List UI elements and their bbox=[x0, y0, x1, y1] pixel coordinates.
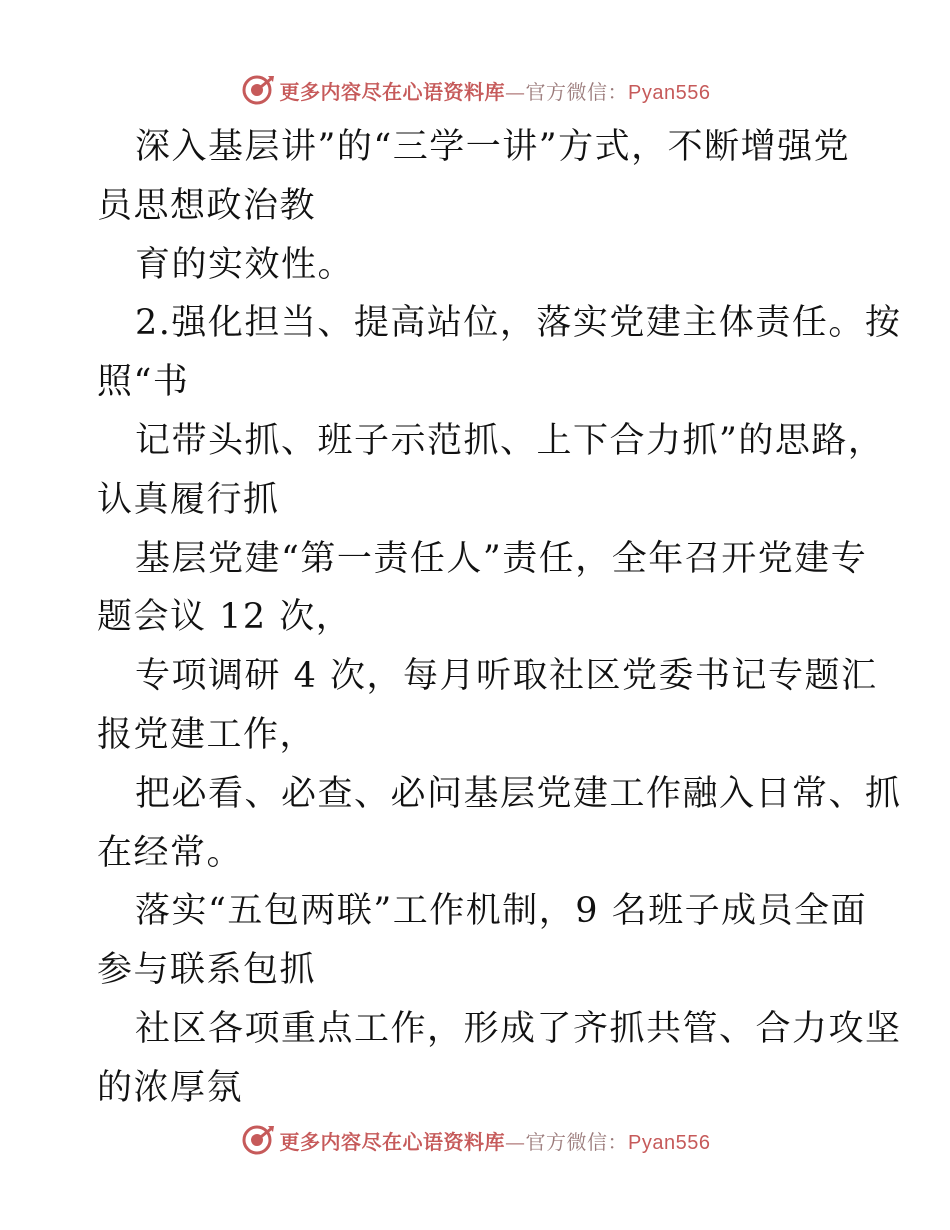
header-wechat-id: Pyan556 bbox=[628, 81, 711, 104]
header-wechat-label: 官方微信： bbox=[525, 79, 629, 104]
footer-site-name: 更多内容尽在心语资料库 bbox=[279, 1129, 506, 1154]
footer-wechat-id: Pyan556 bbox=[628, 1131, 711, 1154]
footer-wechat-label: 官方微信： bbox=[525, 1129, 629, 1154]
body-line: 参与联系包抓 bbox=[97, 950, 317, 991]
brand-logo-icon bbox=[240, 1122, 276, 1158]
body-line: 基层党建“第一责任人”责任，全年召开党建专 bbox=[135, 538, 868, 579]
body-line: 员思想政治教 bbox=[97, 185, 317, 226]
body-line: 社区各项重点工作，形成了齐抓共管、合力攻坚 bbox=[135, 1008, 902, 1049]
body-line: 落实“五包两联”工作机制，9 名班子成员全面 bbox=[135, 891, 868, 932]
footer-dash: — bbox=[505, 1129, 526, 1154]
footer-banner bbox=[0, 1118, 950, 1162]
header-site-name: 更多内容尽在心语资料库 bbox=[279, 79, 506, 104]
brand-logo-icon bbox=[240, 72, 276, 108]
body-line: 在经常。 bbox=[97, 832, 244, 873]
footer-banner-text bbox=[280, 1126, 711, 1155]
body-line: 照“书 bbox=[97, 362, 190, 403]
body-line: 的浓厚氛 bbox=[97, 1067, 244, 1108]
header-banner bbox=[0, 68, 950, 112]
body-line: 专项调研 4 次，每月听取社区党委书记专题汇 bbox=[135, 656, 878, 697]
body-line: 育的实效性。 bbox=[135, 244, 355, 285]
body-line: 报党建工作， bbox=[97, 714, 317, 755]
body-line: 认真履行抓 bbox=[97, 479, 280, 520]
body-line: 2.强化担当、提高站位，落实党建主体责任。按 bbox=[135, 303, 902, 344]
body-line: 把必看、必查、必问基层党建工作融入日常、抓 bbox=[135, 773, 902, 814]
body-line: 题会议 12 次， bbox=[97, 597, 353, 638]
body-line: 记带头抓、班子示范抓、上下合力抓”的思路， bbox=[135, 420, 885, 461]
document-body bbox=[97, 118, 902, 1118]
header-banner-text bbox=[280, 76, 711, 105]
header-dash: — bbox=[505, 79, 526, 104]
body-line: 深入基层讲”的“三学一讲”方式，不断增强党 bbox=[135, 127, 851, 167]
